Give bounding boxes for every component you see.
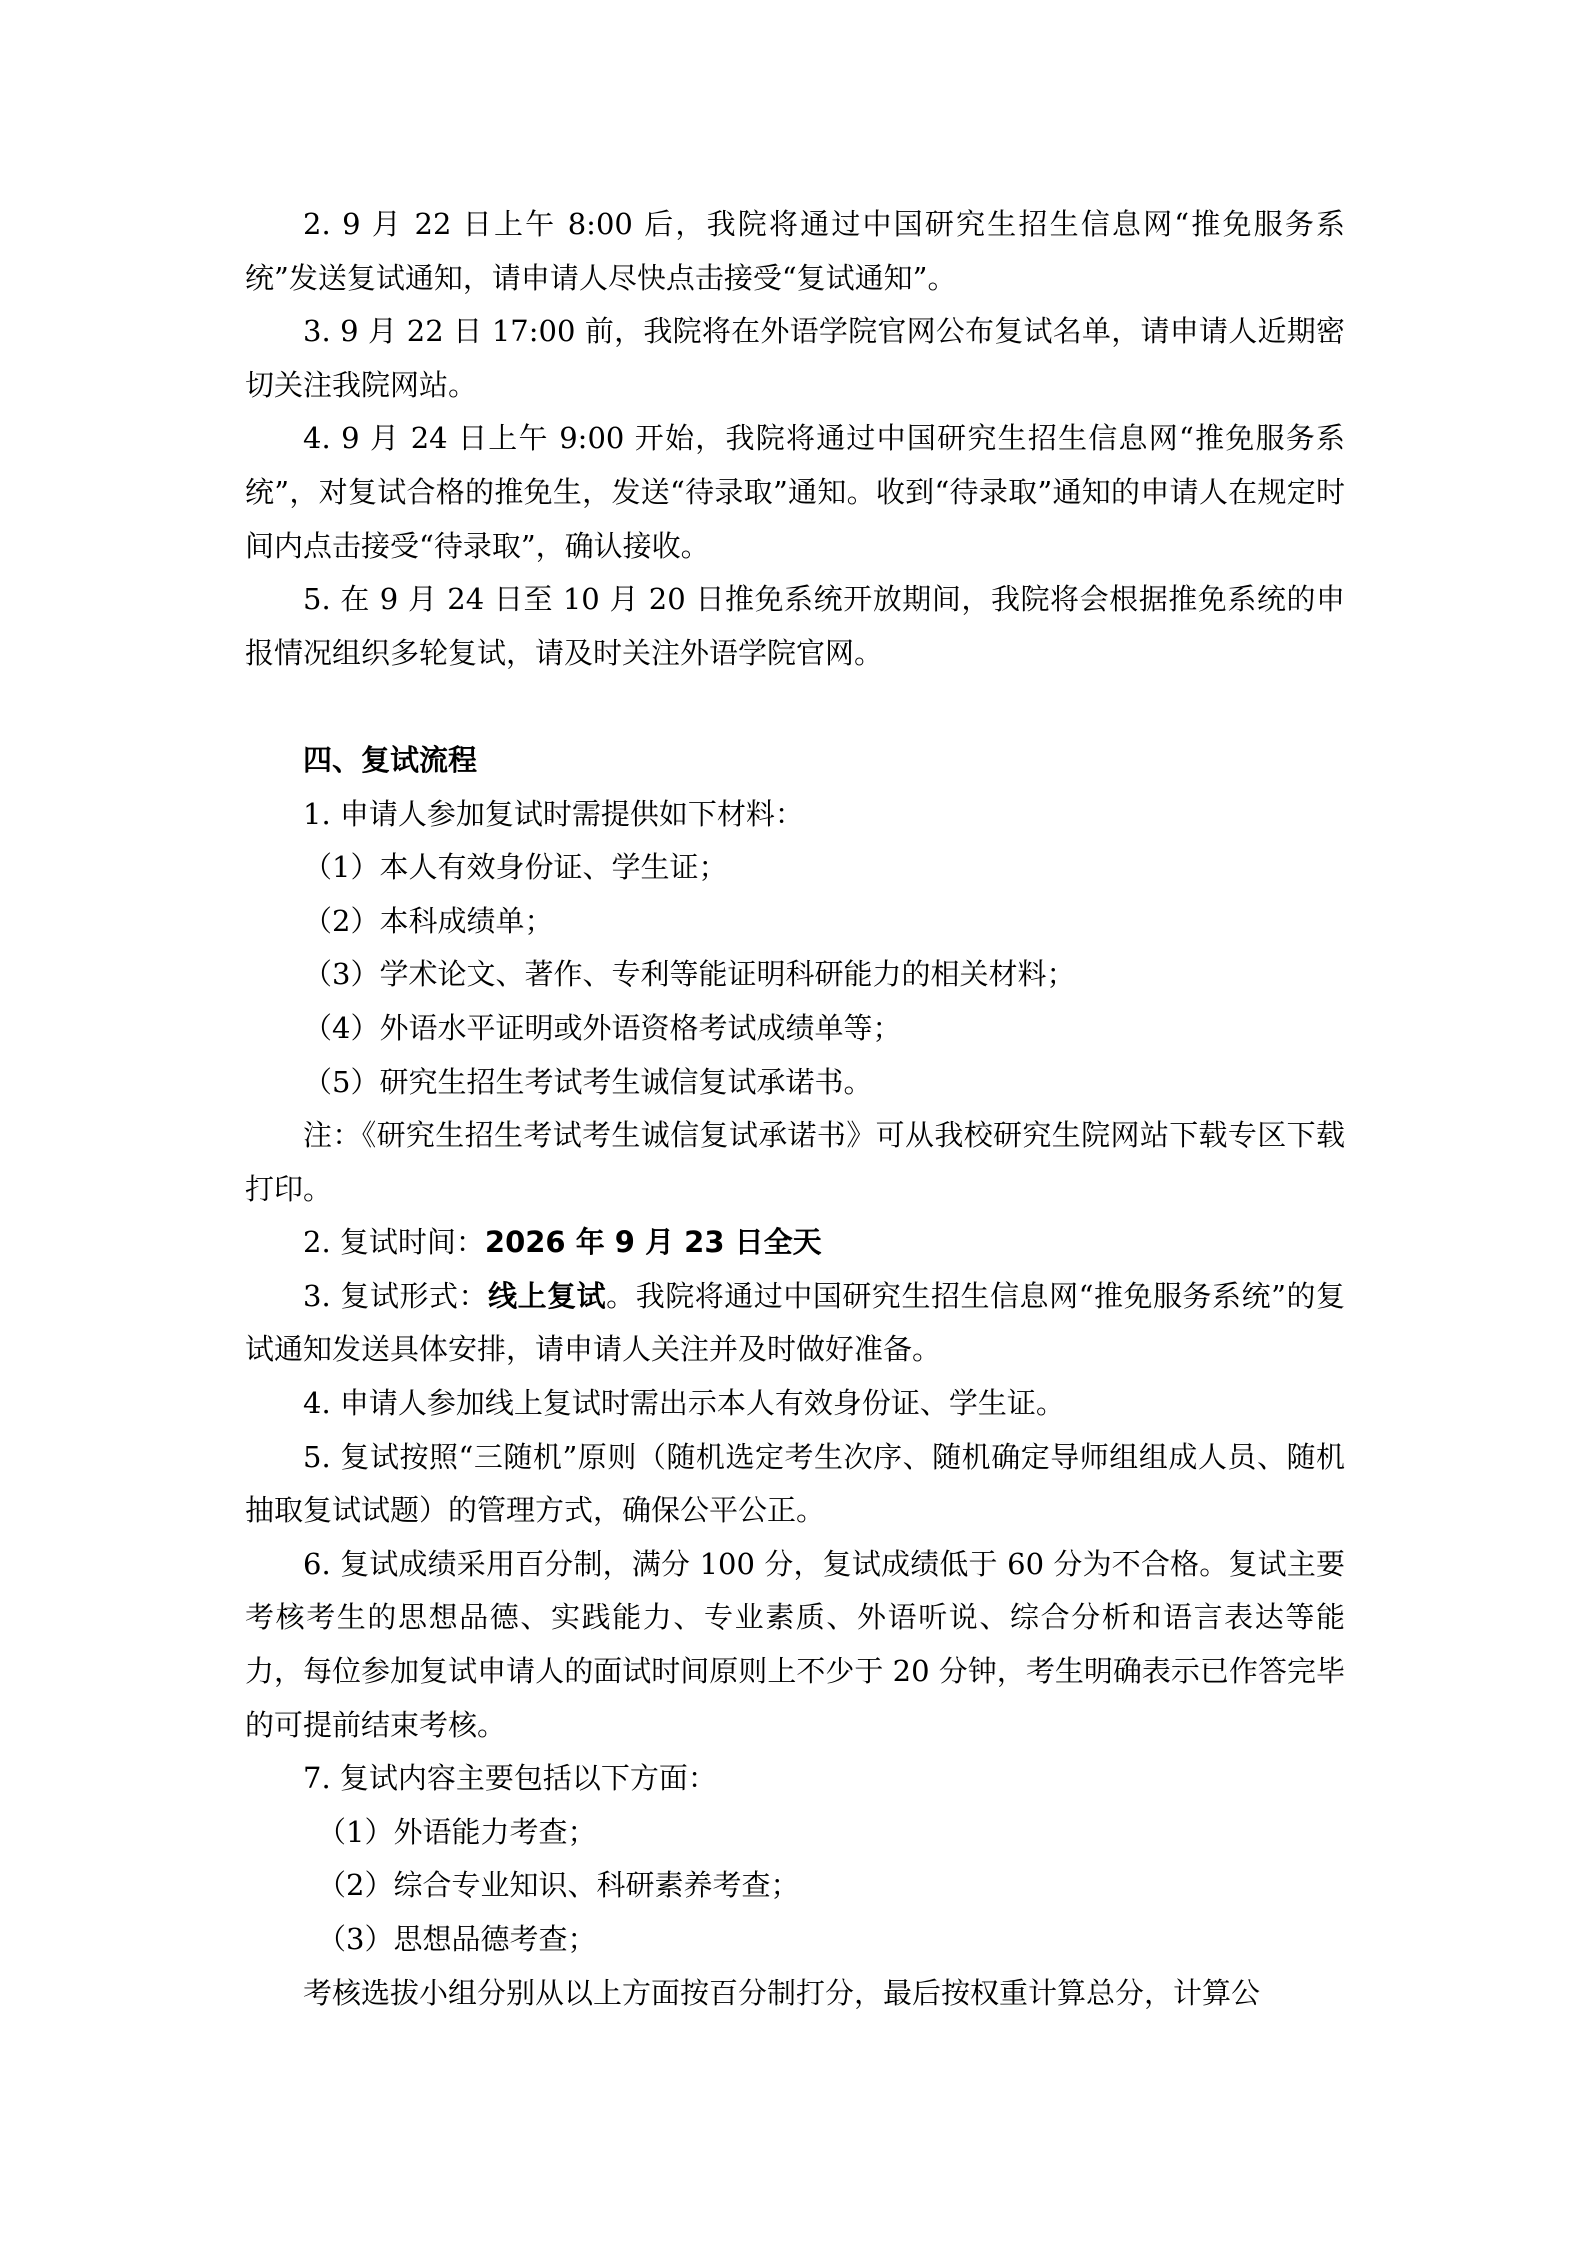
id-requirement-paragraph: 4. 申请人参加线上复试时需出示本人有效身份证、学生证。 — [303, 1386, 1065, 1421]
exam-time-value: 2026 年 9 月 23 日全天 — [484, 1225, 822, 1260]
exam-format-label: 3. 复试形式： — [303, 1278, 489, 1313]
exam-format-paragraph — [245, 1270, 1345, 1377]
note-paragraph: 注：《研究生招生考试考生诚信复试承诺书》可从我校研究生院网站下载专区下载打印。 — [245, 1118, 1345, 1206]
exam-format-value: 线上复试 — [488, 1278, 607, 1313]
paragraph-item-5: 5. 在 9 月 24 日至 10 月 20 日推免系统开放期间，我院将会根据推免系统的申报情况组织多轮复试，请及时关注外语学院官网。 — [245, 582, 1345, 670]
content-item-3: （3）思想品德考查； — [317, 1922, 597, 1956]
material-item-1: （1）本人有效身份证、学生证； — [303, 850, 728, 885]
document-body — [245, 198, 1345, 2020]
final-paragraph: 考核选拔小组分别从以上方面按百分制打分，最后按权重计算总分，计算公 — [303, 1975, 1261, 2010]
material-item-3: （3）学术论文、著作、专利等能证明科研能力的相关材料； — [303, 957, 1076, 992]
material-item-5: （5）研究生招生考试考生诚信复试承诺书。 — [303, 1064, 873, 1099]
contents-intro: 7. 复试内容主要包括以下方面： — [303, 1761, 717, 1796]
content-item-1: （1）外语能力考查； — [317, 1814, 597, 1849]
three-random-paragraph: 5. 复试按照“三随机”原则（随机选定考生次序、随机确定导师组组成人员、随机抽取复试试题）的管理方式，确保公平公正。 — [245, 1439, 1345, 1528]
material-item-4: （4）外语水平证明或外语资格考试成绩单等； — [303, 1010, 902, 1045]
paragraph-item-4: 4. 9 月 24 日上午 9:00 开始，我院将通过中国研究生招生信息网“推免服务系统”，对复试合格的推免生，发送“待录取”通知。收到“待录取”通知的申请人在规定时间内点击接受“待录取”，确认接收。 — [245, 421, 1345, 563]
materials-intro: 1. 申请人参加复试时需提供如下材料： — [303, 796, 804, 831]
content-item-2: （2）综合专业知识、科研素养考查； — [317, 1868, 800, 1903]
exam-time-label: 2. 复试时间： — [303, 1225, 485, 1260]
scoring-paragraph: 6. 复试成绩采用百分制，满分 100 分，复试成绩低于 60 分为不合格。复试主要考核考生的思想品德、实践能力、专业素质、外语听说、综合分析和语言表达等能力，每位参加复试申请人的面试时间原则上不少于 20 分钟，考生明确表示已作答完毕的可提前结束考核。 — [245, 1546, 1345, 1742]
material-item-2: （2）本科成绩单； — [303, 903, 554, 938]
exam-format-details: 。我院将通过中国研究生招生信息网“推免服务系统”的复试通知发送具体安排，请申请人关注并及时做好准备。 — [245, 1278, 1345, 1367]
exam-time-paragraph — [245, 1216, 1345, 1270]
paragraph-item-2: 2. 9 月 22 日上午 8:00 后，我院将通过中国研究生招生信息网“推免服务系统”发送复试通知，请申请人尽快点击接受“复试通知”。 — [245, 207, 1345, 295]
section-spacer — [245, 680, 1345, 734]
section-heading: 四、复试流程 — [303, 742, 478, 777]
paragraph-item-3: 3. 9 月 22 日 17:00 前，我院将在外语学院官网公布复试名单，请申请人近期密切关注我院网站。 — [245, 314, 1345, 402]
